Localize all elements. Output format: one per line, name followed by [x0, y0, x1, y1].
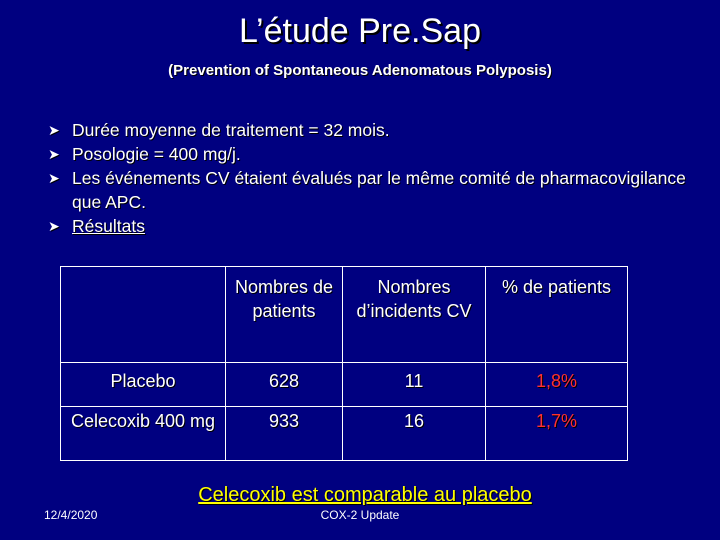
- conclusion-text: Celecoxib est comparable au placebo: [198, 484, 532, 506]
- slide-date: 12/4/2020: [44, 508, 98, 522]
- bullet-item: [48, 166, 688, 214]
- bullet-text-results: Résultats: [72, 216, 145, 236]
- arrowhead-right-icon: ➤: [48, 122, 60, 138]
- bullet-item: [48, 142, 688, 166]
- table-cell: 11: [343, 363, 486, 407]
- table-cell-group: Celecoxib 400 mg: [61, 407, 226, 461]
- table-header-cell: Nombres d’incidents CV: [343, 267, 486, 363]
- slide-footer: COX-2 Update: [320, 508, 400, 522]
- arrowhead-right-icon: ➤: [48, 170, 60, 186]
- table-cell: 933: [226, 407, 343, 461]
- table-row: [61, 407, 628, 461]
- slide-subtitle: (Prevention of Spontaneous Adenomatous Polyposis): [168, 62, 552, 79]
- table-cell: 628: [226, 363, 343, 407]
- bullet-text: Durée moyenne de traitement = 32 mois.: [72, 120, 390, 140]
- bullet-text: Posologie = 400 mg/j.: [72, 144, 241, 164]
- table-header-cell: [61, 267, 226, 363]
- table-cell-percent: 1,8%: [486, 363, 628, 407]
- table-header-cell: % de patients: [486, 267, 628, 363]
- arrowhead-right-icon: ➤: [48, 146, 60, 162]
- table-row: [61, 363, 628, 407]
- bullet-item: [48, 214, 688, 238]
- slide-title: L’étude Pre.Sap: [239, 12, 481, 50]
- table-cell-percent: 1,7%: [486, 407, 628, 461]
- bullet-list: [48, 118, 688, 238]
- table-cell-group: Placebo: [61, 363, 226, 407]
- results-table: [60, 266, 628, 461]
- arrowhead-right-icon: ➤: [48, 218, 60, 234]
- table-cell: 16: [343, 407, 486, 461]
- bullet-text: Les événements CV étaient évalués par le même comité de pharmacovigilance que APC.: [72, 168, 686, 212]
- table-header-cell: Nombres de patients: [226, 267, 343, 363]
- table-header-row: [61, 267, 628, 363]
- bullet-item: [48, 118, 688, 142]
